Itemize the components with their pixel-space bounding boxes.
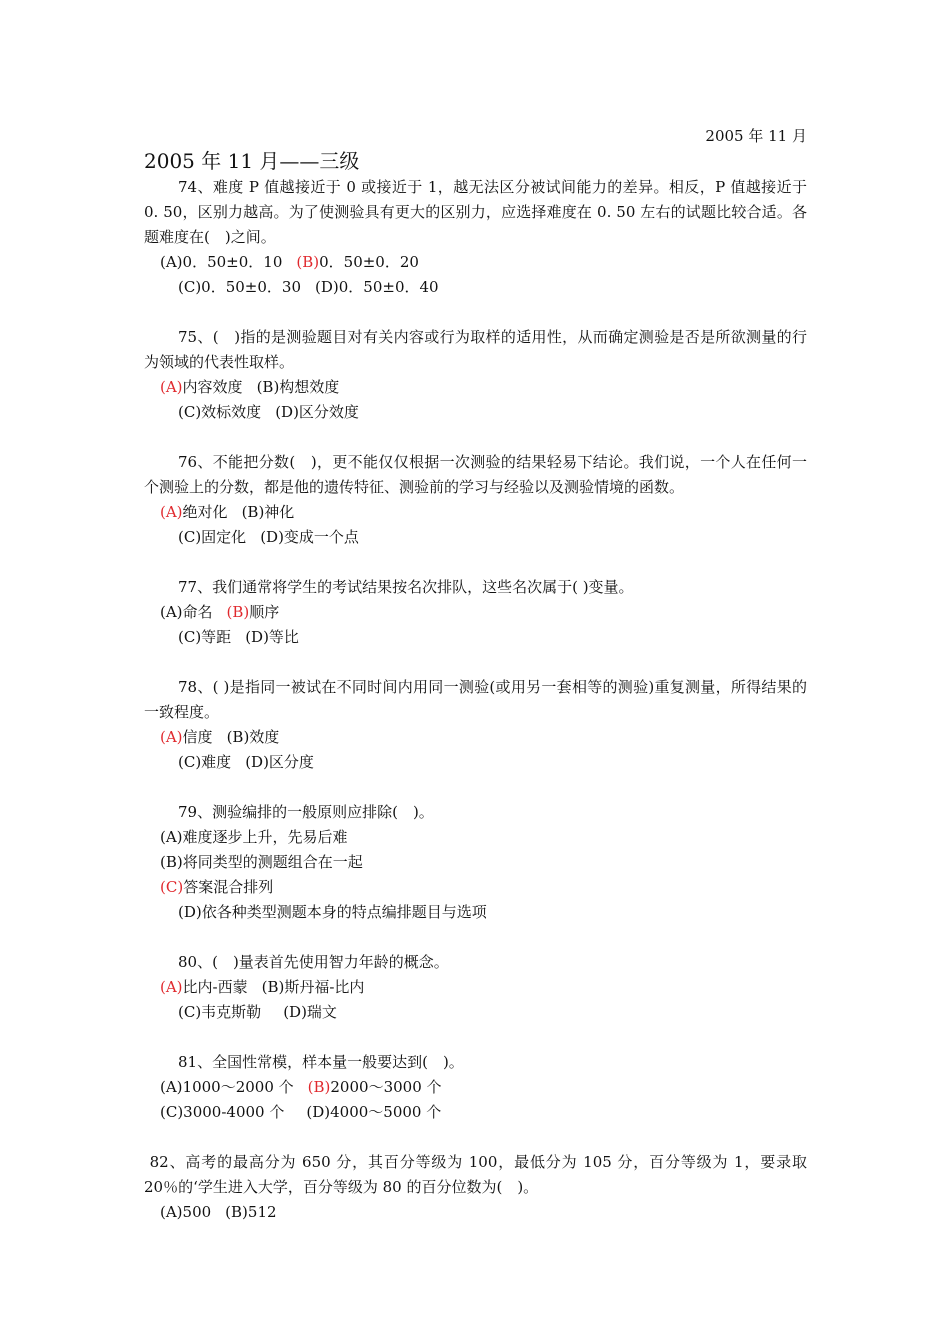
- option-a: (A)500: [160, 1203, 212, 1221]
- option-c: (C)效标效度: [178, 403, 262, 421]
- answer-letter: (A): [160, 378, 183, 396]
- option-a: 内容效度: [182, 378, 243, 396]
- question-stem: 77、我们通常将学生的考试结果按名次排队，这些名次属于( )变量。: [178, 578, 634, 596]
- option-d: (D)0．50±0．40: [315, 278, 439, 296]
- options-row-1: [144, 500, 807, 525]
- option-a: (A)难度逐步上升，先易后难: [160, 828, 348, 846]
- options-row-2: [144, 625, 807, 650]
- options-row-1: [144, 975, 807, 1000]
- option-b: (B)神化: [241, 503, 295, 521]
- option-a: 信度: [182, 728, 213, 746]
- option-b: 顺序: [249, 603, 280, 621]
- question-stem: 81、全国性常模，样本量一般要达到( )。: [178, 1053, 464, 1071]
- option-a: 比内-西蒙: [182, 978, 248, 996]
- answer-letter: (B): [307, 1078, 331, 1096]
- option-b: (B)构想效度: [256, 378, 340, 396]
- option-c: 答案混合排列: [183, 878, 274, 896]
- options-row-2: [144, 1100, 807, 1125]
- option-a: (A)1000～2000 个: [160, 1078, 294, 1096]
- question-79: [144, 800, 807, 925]
- question-stem: 75、( )指的是测验题目对有关内容或行为取样的适用性，从而确定测验是否是所欲测量的行为领域的代表性取样。: [144, 328, 807, 371]
- question-77: [144, 575, 807, 650]
- options-row-1: [144, 600, 807, 625]
- answer-letter: (A): [160, 728, 183, 746]
- options-row-2: [144, 1000, 807, 1025]
- question-75: [144, 325, 807, 425]
- question-stem: 82、高考的最高分为 650 分，其百分等级为 100，最低分为 105 分，百分等级为 1，要录取 20％的‘学生进入大学，百分等级为 80 的百分位数为( )。: [144, 1153, 812, 1196]
- question-stem: 74、难度 P 值越接近于 0 或接近于 1，越无法区分被试间能力的差异。相反，P 值越接近于 0. 50，区别力越高。为了使测验具有更大的区别力，应选择难度在 0. 50 左右的试题比较合适。各题难度在( )之间。: [144, 178, 807, 246]
- question-stem: 76、不能把分数( )，更不能仅仅根据一次测验的结果轻易下结论。我们说，一个人在任何一个测验上的分数，都是他的遗传特征、测验前的学习与经验以及测验情境的函数。: [144, 453, 807, 496]
- option-d: (D)变成一个点: [260, 528, 359, 546]
- option-a: (A)命名: [160, 603, 213, 621]
- option-c: (C)固定化: [178, 528, 247, 546]
- option-c: (C)3000-4000 个: [160, 1103, 285, 1121]
- option-b: (B)将同类型的测题组合在一起: [160, 853, 363, 871]
- option-d: (D)等比: [245, 628, 299, 646]
- options-row-c: [144, 875, 807, 900]
- option-c: (C)韦克斯勒: [178, 1003, 262, 1021]
- options-row-1: [144, 1200, 807, 1225]
- option-c: (C)0．50±0．30: [178, 278, 302, 296]
- option-b: 2000～3000 个: [330, 1078, 442, 1096]
- option-b: (B)效度: [226, 728, 280, 746]
- options-row-1: [144, 375, 807, 400]
- question-81: [144, 1050, 807, 1125]
- option-d: (D)区分效度: [275, 403, 359, 421]
- question-stem: 79、测验编排的一般原则应排除( )。: [178, 803, 434, 821]
- question-stem: 78、( )是指同一被试在不同时间内用同一测验(或用另一套相等的测验)重复测量，所得结果的一致程度。: [144, 678, 807, 721]
- document-heading: 2005 年 11 月——三级: [144, 149, 360, 173]
- option-b: 0．50±0．20: [319, 253, 419, 271]
- options-row-2: [144, 275, 807, 300]
- question-78: [144, 675, 807, 775]
- answer-letter: (A): [160, 978, 183, 996]
- options-row-2: [144, 400, 807, 425]
- option-d: (D)瑞文: [283, 1003, 337, 1021]
- document-date: 2005 年 11 月: [705, 127, 807, 145]
- answer-letter: (B): [226, 603, 250, 621]
- option-b: (B)斯丹福-比内: [261, 978, 365, 996]
- question-76: [144, 450, 807, 550]
- question-stem: 80、( )量表首先使用智力年龄的概念。: [178, 953, 449, 971]
- option-b: (B)512: [225, 1203, 277, 1221]
- option-d: (D)区分度: [245, 753, 314, 771]
- option-d: (D)依各种类型测题本身的特点编排题目与选项: [178, 903, 487, 921]
- answer-letter: (B): [296, 253, 320, 271]
- options-row-2: [144, 750, 807, 775]
- options-row-1: [144, 1075, 807, 1100]
- options-row-1: [144, 250, 807, 275]
- options-row-1: [144, 725, 807, 750]
- option-d: (D)4000～5000 个: [306, 1103, 442, 1121]
- question-82: [144, 1150, 812, 1225]
- option-c: (C)难度: [178, 753, 232, 771]
- option-c: (C)等距: [178, 628, 232, 646]
- option-a: 绝对化: [182, 503, 228, 521]
- options-row-2: [144, 525, 807, 550]
- question-80: [144, 950, 807, 1025]
- question-74: [144, 175, 807, 300]
- answer-letter: (A): [160, 503, 183, 521]
- answer-letter: (C): [160, 878, 184, 896]
- option-a: (A)0．50±0．10: [160, 253, 283, 271]
- question-list: [144, 175, 812, 1250]
